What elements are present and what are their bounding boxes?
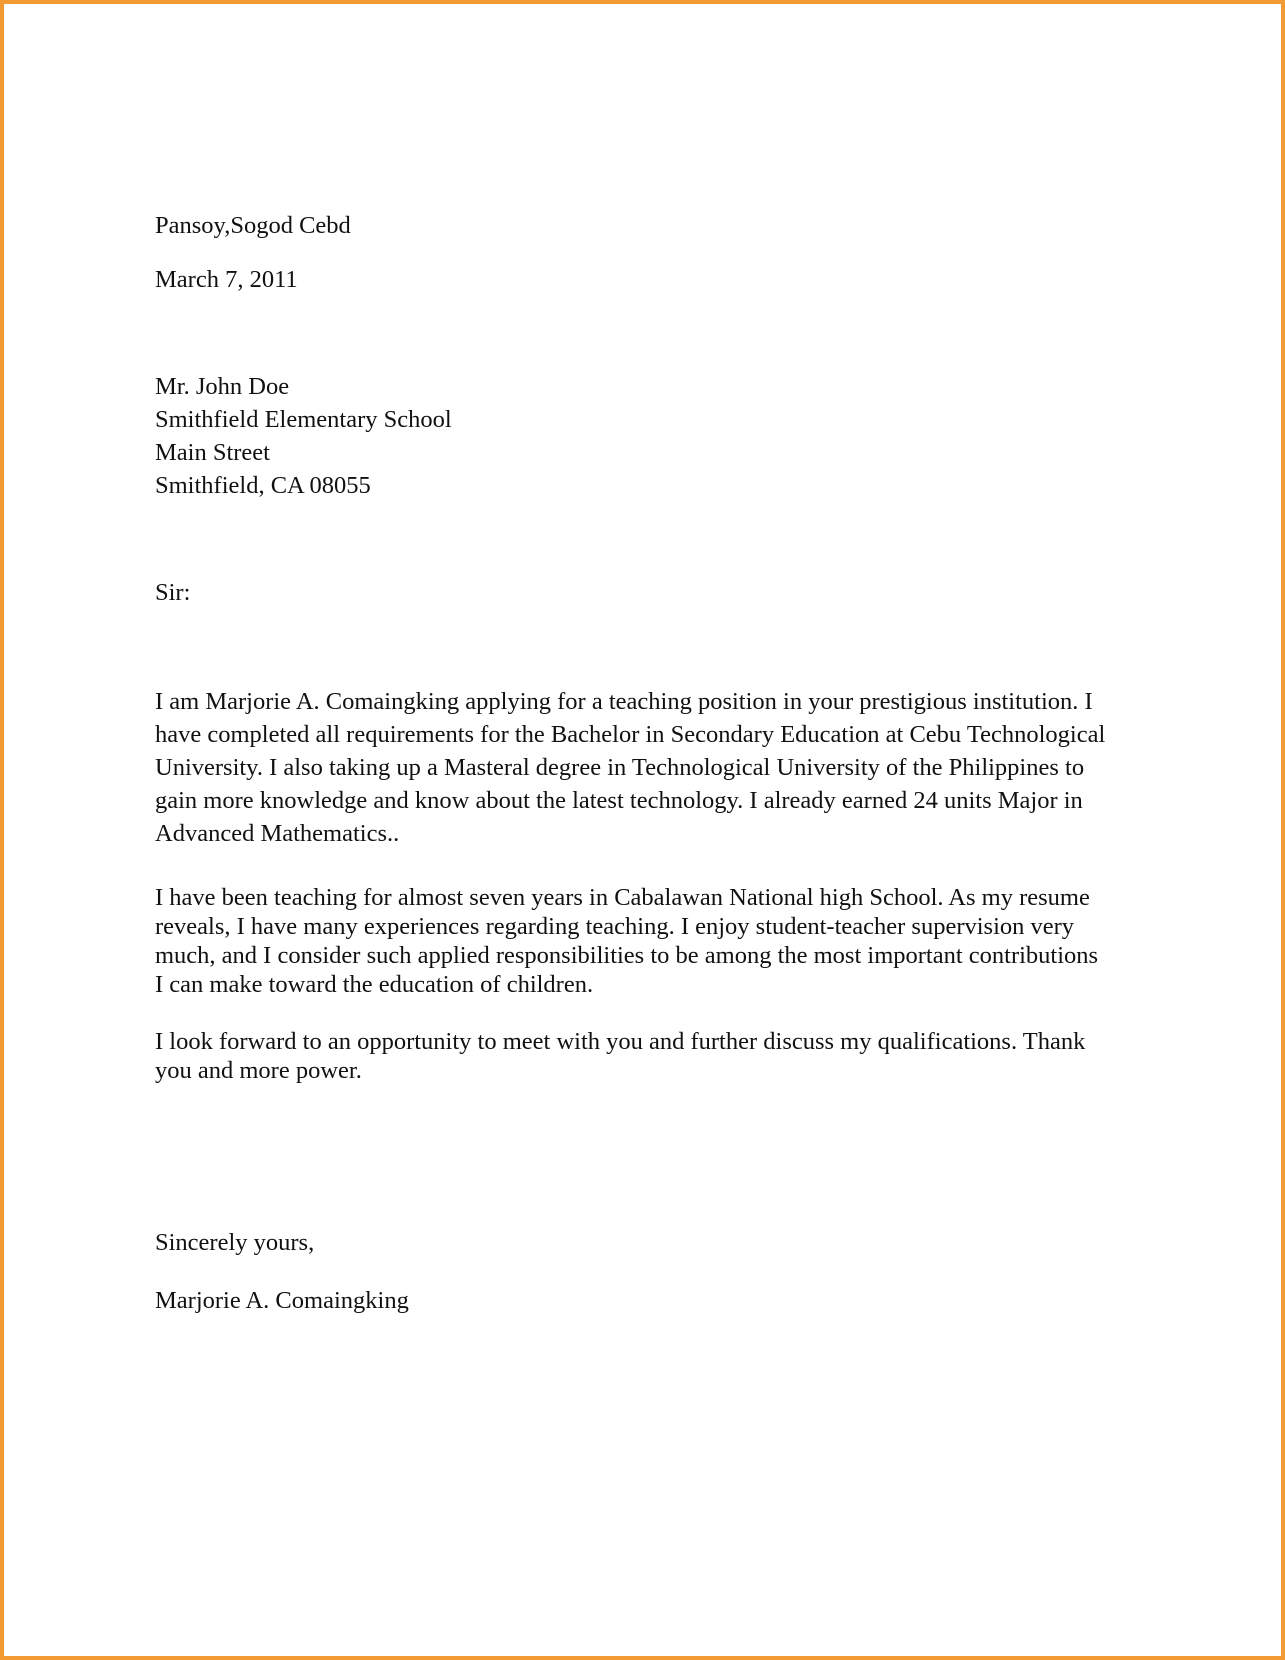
- paragraph-line: you and more power.: [155, 1057, 362, 1084]
- closing: Sincerely yours,: [155, 1229, 315, 1256]
- paragraph-line: I am Marjorie A. Comaingking applying for a teaching position in your prestigious institution. I: [155, 688, 1093, 715]
- recipient-street: Main Street: [155, 439, 270, 466]
- paragraph-line: gain more knowledge and know about the latest technology. I already earned 24 units Major in: [155, 787, 1083, 814]
- recipient-name: Mr. John Doe: [155, 373, 290, 400]
- paragraph-line: University. I also taking up a Masteral degree in Technological University of the Philippines to: [155, 754, 1085, 781]
- letter-date: March 7, 2011: [155, 266, 298, 293]
- paragraph-line: Advanced Mathematics..: [155, 820, 400, 847]
- paragraph-line: I can make toward the education of children.: [155, 971, 594, 998]
- paragraph-line: reveals, I have many experiences regarding teaching. I enjoy student-teacher supervision very: [155, 913, 1075, 940]
- paragraph-2: [155, 883, 1145, 999]
- recipient-school: Smithfield Elementary School: [155, 406, 452, 433]
- paragraph-1: [155, 685, 1145, 850]
- salutation: Sir:: [155, 579, 191, 606]
- sender-address: Pansoy,Sogod Cebd: [155, 212, 351, 239]
- recipient-city-state-zip: Smithfield, CA 08055: [155, 472, 371, 499]
- paragraph-line: much, and I consider such applied responsibilities to be among the most important contributions: [155, 942, 1099, 969]
- paragraph-line: have completed all requirements for the Bachelor in Secondary Education at Cebu Technological: [155, 721, 1106, 748]
- paragraph-3: [155, 1027, 1145, 1085]
- paragraph-line: I have been teaching for almost seven years in Cabalawan National high School. As my resume: [155, 884, 1090, 911]
- signature-name: Marjorie A. Comaingking: [155, 1287, 409, 1314]
- paragraph-line: I look forward to an opportunity to meet with you and further discuss my qualifications. Thank: [155, 1028, 1086, 1055]
